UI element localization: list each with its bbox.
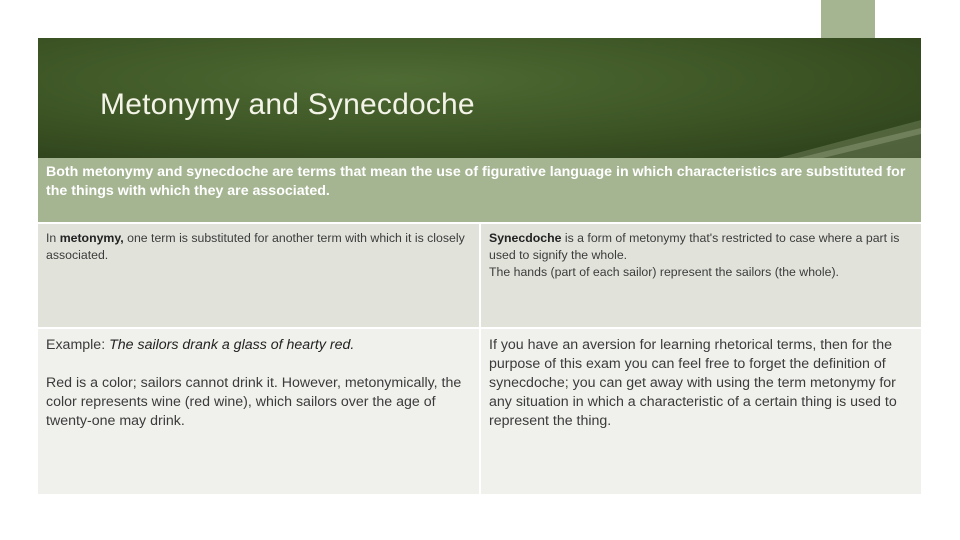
example-label: Example: bbox=[46, 337, 110, 353]
metonymy-definition-pre: In bbox=[46, 231, 60, 245]
synecdoche-definition-text: is a form of metonymy that's restricted to case where a part is used to signify the whole. bbox=[489, 231, 900, 262]
metonymy-term: metonymy, bbox=[59, 231, 124, 245]
example-sentence: The sailors drank a glass of hearty red. bbox=[109, 337, 355, 353]
exam-advice-text: If you have an aversion for learning rhetorical terms, then for the purpose of this exam you can feel free to forget the definition of synecdoche; you can get away with using the term metonymy for any situation in which a characteristic of a certain thing is used to represent the thing. bbox=[489, 337, 897, 429]
metonymy-definition-text: one term is substituted for another term with which it is closely associated. bbox=[46, 231, 465, 262]
example-line bbox=[46, 336, 471, 355]
example-explanation: Red is a color; sailors cannot drink it. However, metonymically, the color represents wine (red wine), which sailors over the age of twenty-one may drink. bbox=[46, 375, 462, 429]
synecdoche-example-text: The hands (part of each sailor) represent the sailors (the whole). bbox=[489, 265, 839, 279]
comparison-table bbox=[38, 158, 921, 494]
metonymy-definition-cell bbox=[38, 224, 479, 327]
slide-title: Metonymy and Synecdoche bbox=[100, 88, 475, 121]
table-header: Both metonymy and synecdoche are terms that mean the use of figurative language in which characteristics are substituted for the things with which they are associated. bbox=[38, 158, 921, 222]
metonymy-example-cell bbox=[38, 329, 479, 494]
exam-advice-cell bbox=[481, 329, 921, 494]
synecdoche-term: Synecdoche bbox=[489, 231, 562, 245]
synecdoche-definition-cell bbox=[481, 224, 921, 327]
